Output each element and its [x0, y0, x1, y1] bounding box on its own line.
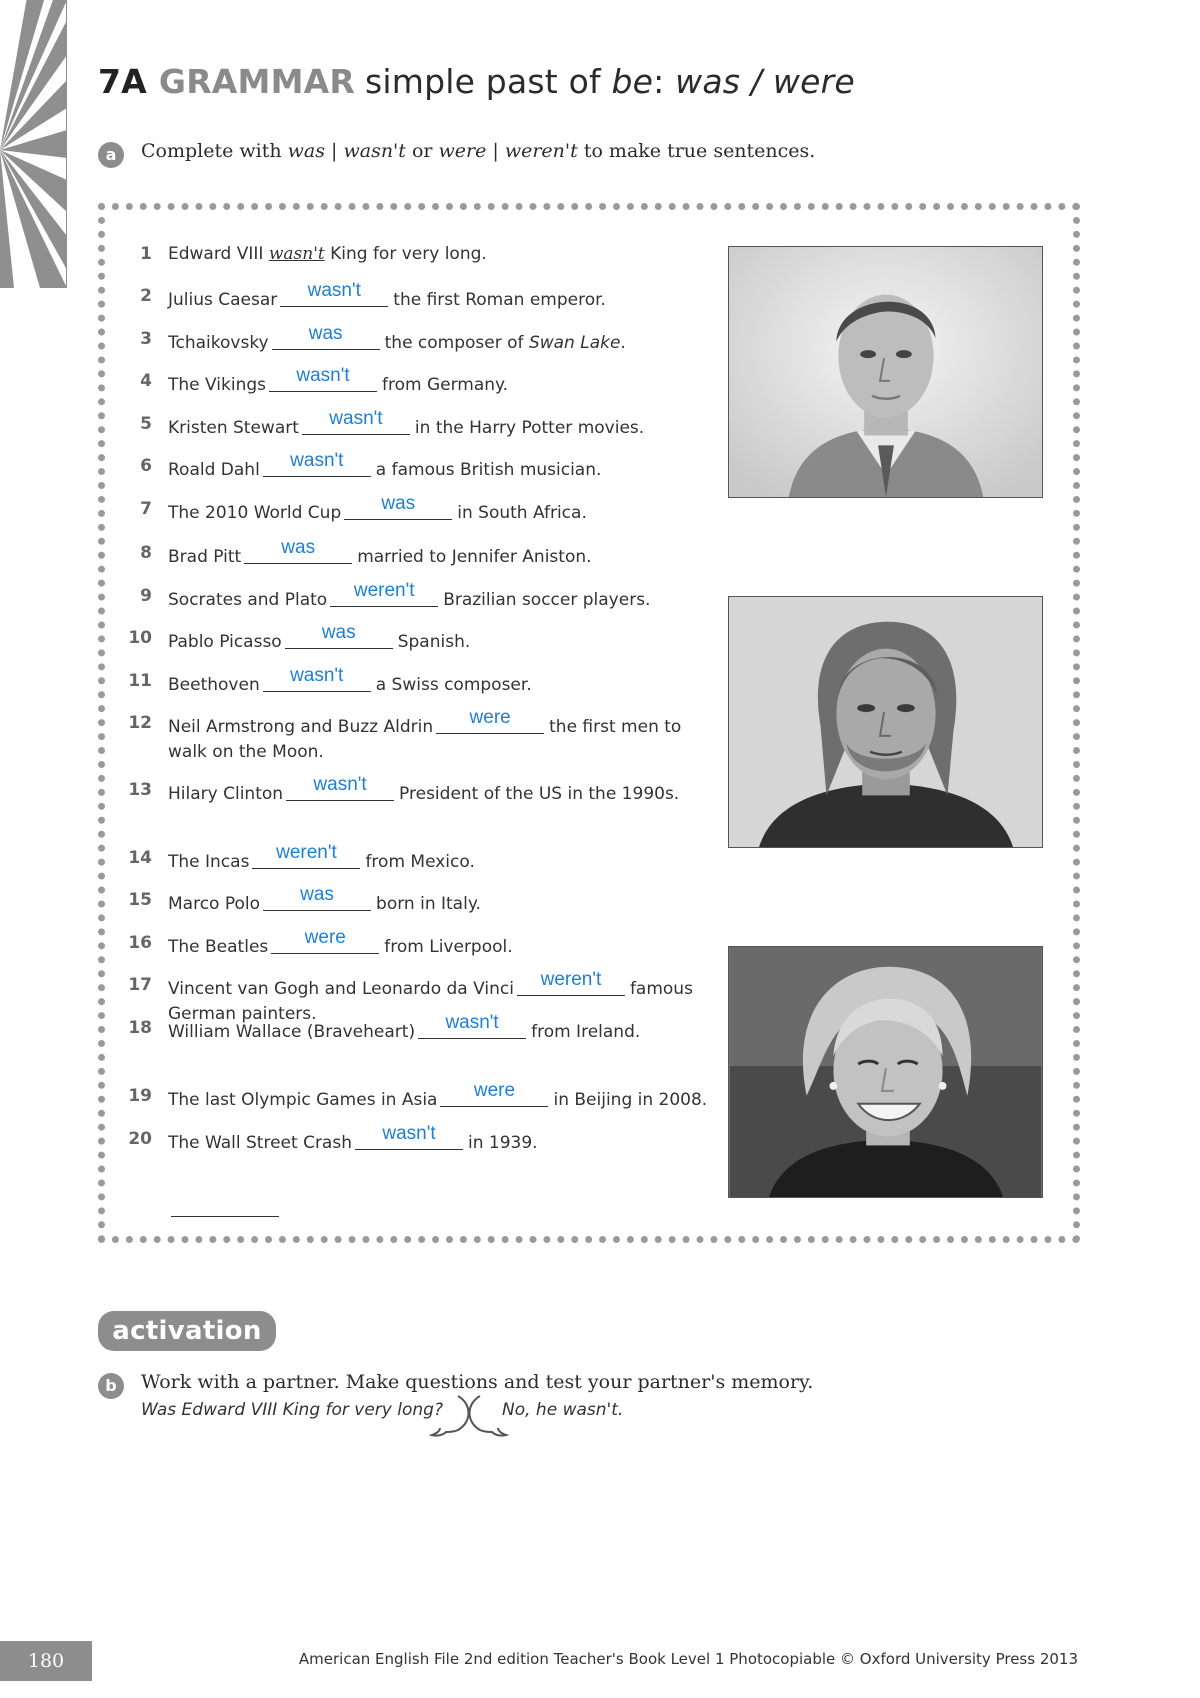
item-text: Spanish.	[397, 632, 471, 652]
answer-blank[interactable]	[286, 774, 394, 801]
answer-blank[interactable]	[302, 408, 410, 435]
example-question: Was Edward VIII King for very long?	[141, 1400, 443, 1420]
item-number: 7	[140, 499, 152, 519]
item-number: 13	[128, 780, 152, 800]
portrait-illustration	[729, 947, 1042, 1197]
activation-label: activation	[98, 1311, 276, 1351]
item-text: Kristen Stewart	[168, 418, 299, 438]
answer-text: wasn't	[296, 365, 350, 386]
answer-blank[interactable]	[440, 1080, 548, 1107]
answer-text: wasn't	[290, 665, 344, 686]
item-number: 11	[128, 671, 152, 691]
instruction-text: Complete with	[141, 140, 288, 162]
item-text: in the Harry Potter movies.	[414, 418, 645, 438]
example-answer: wasn't	[268, 244, 325, 264]
answer-text: wasn't	[290, 450, 344, 471]
item-text: in 1939.	[467, 1133, 538, 1153]
item-number: 5	[140, 414, 152, 434]
item-text: President of the US in the 1990s.	[399, 784, 680, 804]
item-text: in South Africa.	[457, 503, 587, 523]
item-text: Brad Pitt	[168, 547, 242, 567]
topic-be: be	[611, 62, 654, 101]
item-number: 10	[128, 628, 152, 648]
item-number: 14	[128, 848, 152, 868]
item-text: a Swiss composer.	[375, 675, 532, 695]
sunburst-decoration	[0, 0, 67, 288]
item-text: from Ireland.	[531, 1022, 641, 1042]
instruction-end: to make true sentences.	[577, 140, 816, 162]
item-text: from Mexico.	[365, 852, 475, 872]
topic-prefix: simple past of	[364, 62, 612, 101]
item-text: The Incas	[168, 852, 250, 872]
photo-hillary-clinton	[728, 946, 1043, 1198]
item-title-italic: Swan Lake	[528, 333, 621, 353]
item-number: 20	[128, 1129, 152, 1149]
item-text: Marco Polo	[168, 894, 261, 914]
instruction-forms-1: was | wasn't	[287, 140, 406, 162]
answer-blank[interactable]	[355, 1123, 463, 1150]
answer-text: wasn't	[313, 774, 367, 795]
item-number: 12	[128, 713, 152, 733]
item-text: Neil Armstrong and Buzz Aldrin	[168, 717, 434, 737]
item-number: 15	[128, 890, 152, 910]
answer-blank[interactable]	[330, 580, 438, 607]
answer-blank[interactable]	[285, 622, 393, 649]
item-text: from Germany.	[382, 375, 509, 395]
speech-bubble-icon	[428, 1392, 510, 1438]
answer-blank[interactable]	[263, 450, 371, 477]
item-text: Edward VIII	[168, 244, 269, 264]
instruction-forms-2: were | weren't	[438, 140, 578, 162]
item-text: Tchaikovsky	[168, 333, 269, 353]
answer-blank[interactable]	[244, 537, 352, 564]
item-number: 4	[140, 371, 152, 391]
topic-separator: :	[653, 62, 676, 101]
answer-blank[interactable]	[280, 280, 388, 307]
answer-blank[interactable]	[271, 927, 379, 954]
item-number: 19	[128, 1086, 152, 1106]
item-text: The Beatles	[168, 937, 269, 957]
topic-forms: was / were	[675, 62, 855, 101]
answer-blank[interactable]	[171, 1194, 279, 1217]
answer-text: were	[469, 707, 511, 728]
answer-text: was	[308, 323, 343, 344]
instruction-or: or	[405, 140, 439, 162]
item-text: in Beijing in 2008.	[553, 1090, 708, 1110]
exercise-a-instruction	[141, 140, 815, 162]
answer-text: wasn't	[445, 1012, 499, 1033]
answer-text: was	[281, 537, 316, 558]
item-text: from Liverpool.	[384, 937, 513, 957]
unit-code: 7A	[98, 62, 147, 101]
answer-text: wasn't	[382, 1123, 436, 1144]
item-text: .	[620, 333, 626, 353]
portrait-illustration	[729, 597, 1042, 847]
page-number: 180	[0, 1641, 92, 1681]
item-text: Pablo Picasso	[168, 632, 282, 652]
answer-text: were	[473, 1080, 516, 1101]
answer-text: was	[300, 884, 334, 905]
item-text: married to Jennifer Aniston.	[357, 547, 592, 567]
page-title	[98, 62, 855, 101]
item-text: King for very long.	[324, 244, 487, 264]
item-text: The Wall Street Crash	[168, 1133, 352, 1153]
exercise-a-badge: a	[98, 142, 124, 168]
answer-blank[interactable]	[263, 884, 371, 911]
item-number: 17	[128, 975, 152, 995]
item-text: The Vikings	[168, 375, 266, 395]
item-text: Socrates and Plato	[168, 590, 328, 610]
item-text: The 2010 World Cup	[168, 503, 342, 523]
item-text: the first men to walk on the Moon.	[168, 717, 682, 762]
item-text: famous German painters.	[168, 979, 693, 1024]
item-text: William Wallace (Braveheart)	[168, 1022, 416, 1042]
answer-text: weren't	[353, 580, 415, 601]
answer-text: was	[381, 493, 416, 514]
photo-brad-pitt	[728, 596, 1043, 848]
photo-edward-viii	[728, 246, 1043, 498]
item-text: the composer of	[384, 333, 529, 353]
exercise-b-badge: b	[98, 1373, 124, 1399]
answer-text: were	[304, 927, 346, 948]
item-number: 9	[140, 586, 152, 606]
answer-blank[interactable]	[517, 969, 625, 996]
item-number: 3	[140, 329, 152, 349]
copyright-footer: American English File 2nd edition Teacher's Book Level 1 Photocopiable © Oxford University Press 2013	[298, 1650, 1078, 1668]
exercise-b-instruction: Work with a partner. Make questions and test your partner's memory.	[141, 1371, 814, 1393]
answer-blank[interactable]	[252, 842, 360, 869]
item-number: 2	[140, 286, 152, 306]
item-number: 8	[140, 543, 152, 563]
answer-blank[interactable]	[436, 707, 544, 734]
answer-text: weren't	[276, 842, 337, 863]
item-text: The last Olympic Games in Asia	[168, 1090, 438, 1110]
item-text: Hilary Clinton	[168, 784, 284, 804]
answer-text: wasn't	[307, 280, 361, 301]
item-text: Roald Dahl	[168, 460, 260, 480]
item-text: Beethoven	[168, 675, 260, 695]
answer-blank[interactable]	[272, 323, 380, 350]
item-text: Julius Caesar	[168, 290, 278, 310]
item-number: 18	[128, 1018, 152, 1038]
item-number: 6	[140, 456, 152, 476]
section-label: GRAMMAR	[158, 62, 355, 101]
item-text: the first Roman emperor.	[393, 290, 606, 310]
item-number: 16	[128, 933, 152, 953]
item-text: Brazilian soccer players.	[443, 590, 651, 610]
answer-text: wasn't	[329, 408, 383, 429]
item-text: Vincent van Gogh and Leonardo da Vinci	[168, 979, 514, 999]
portrait-illustration	[729, 247, 1042, 497]
item-text: a famous British musician.	[375, 460, 602, 480]
answer-text: weren't	[540, 969, 602, 990]
item-number: 1	[140, 244, 152, 264]
answer-text: was	[321, 622, 356, 643]
answer-blank[interactable]	[418, 1012, 526, 1039]
answer-blank[interactable]	[269, 365, 377, 392]
answer-blank[interactable]	[344, 493, 452, 520]
answer-blank[interactable]	[263, 665, 371, 692]
example-answer-b: No, he wasn't.	[502, 1400, 624, 1420]
item-text: born in Italy.	[376, 894, 481, 914]
